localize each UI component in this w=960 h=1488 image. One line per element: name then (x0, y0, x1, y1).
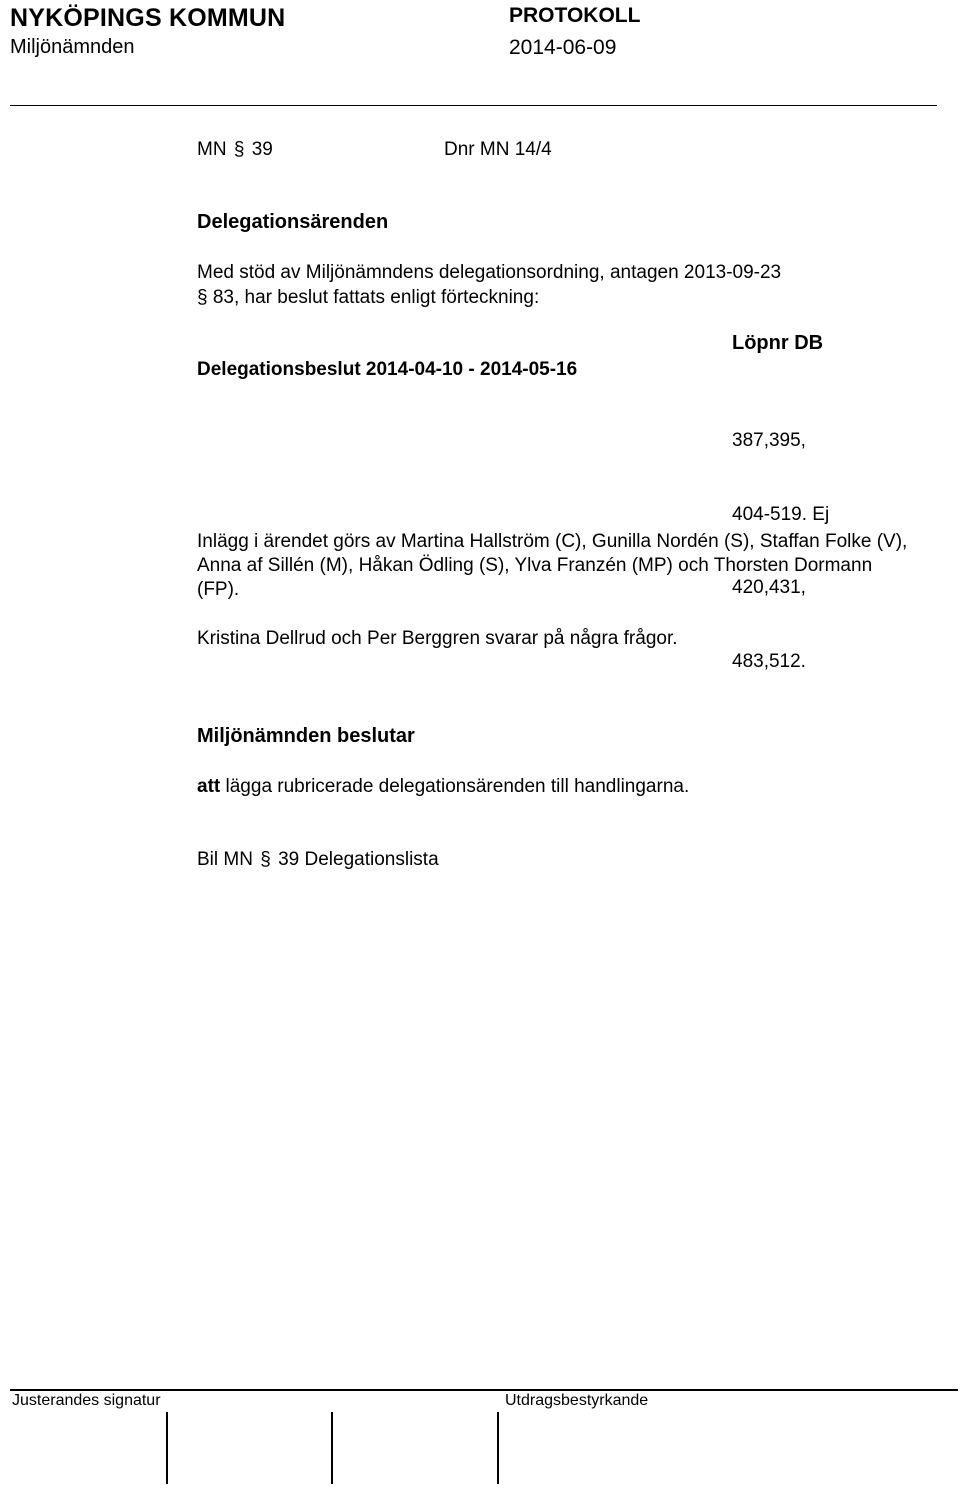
document-date: 2014-06-09 (509, 36, 617, 59)
intro-line-1: Med stöd av Miljönämndens delegationsordning, antagen 2013-09-23 (197, 262, 782, 283)
section-symbol: § (233, 139, 245, 160)
intro-line-2-text: 83, har beslut fattats enligt förteckning: (212, 287, 540, 308)
delegation-period-label: Delegationsbeslut 2014-04-10 - 2014-05-16 (197, 359, 578, 380)
section-symbol: § (260, 849, 271, 870)
section-symbol: § (197, 287, 208, 308)
signature-label: Justerandes signatur (12, 1392, 161, 1409)
paragraph-reference (197, 138, 273, 162)
lopnr-line: 404-519. Ej (732, 503, 830, 525)
lopnr-line: 483,512. (732, 650, 806, 672)
signature-box-divider (331, 1412, 333, 1484)
footer-divider (10, 1389, 958, 1391)
paragraph-prefix: MN (197, 139, 227, 160)
decision-text (197, 775, 689, 799)
decision-heading: Miljönämnden beslutar (197, 725, 415, 747)
attachment-text: 39 Delegationslista (278, 849, 439, 870)
lopnr-line: 387,395, (732, 430, 806, 451)
page-title: Delegationsärenden (197, 211, 389, 233)
participants-paragraph: Inlägg i ärendet görs av Martina Hallström (C), Gunilla Nordén (S), Staffan Folke (V), Anna af Sillén (M), Håkan Ödling (S), Ylva Franzén (MP) och Thorsten Dormann (FP). (197, 531, 908, 600)
answers-paragraph: Kristina Dellrud och Per Berggren svarar på några frågor. (197, 628, 678, 649)
lopnr-heading: Löpnr DB (732, 332, 824, 354)
signature-box-divider (166, 1412, 168, 1484)
lopnr-line: 420,431, (732, 577, 806, 598)
diary-number: Dnr MN 14/4 (444, 139, 552, 160)
certification-label: Utdragsbestyrkande (505, 1392, 649, 1409)
attachment-prefix: Bil MN (197, 849, 253, 870)
department-name: Miljönämnden (10, 36, 135, 58)
document-type: PROTOKOLL (509, 4, 641, 27)
att-label: att (197, 776, 221, 797)
intro-line-2 (197, 286, 539, 310)
paragraph-number: 39 (251, 139, 273, 160)
organization-name: NYKÖPINGS KOMMUN (10, 4, 286, 32)
decision-body: lägga rubricerade delegationsärenden till handlingarna. (225, 776, 690, 797)
signature-box-divider (497, 1412, 499, 1484)
attachment-reference (197, 848, 439, 872)
header-divider (10, 105, 937, 106)
